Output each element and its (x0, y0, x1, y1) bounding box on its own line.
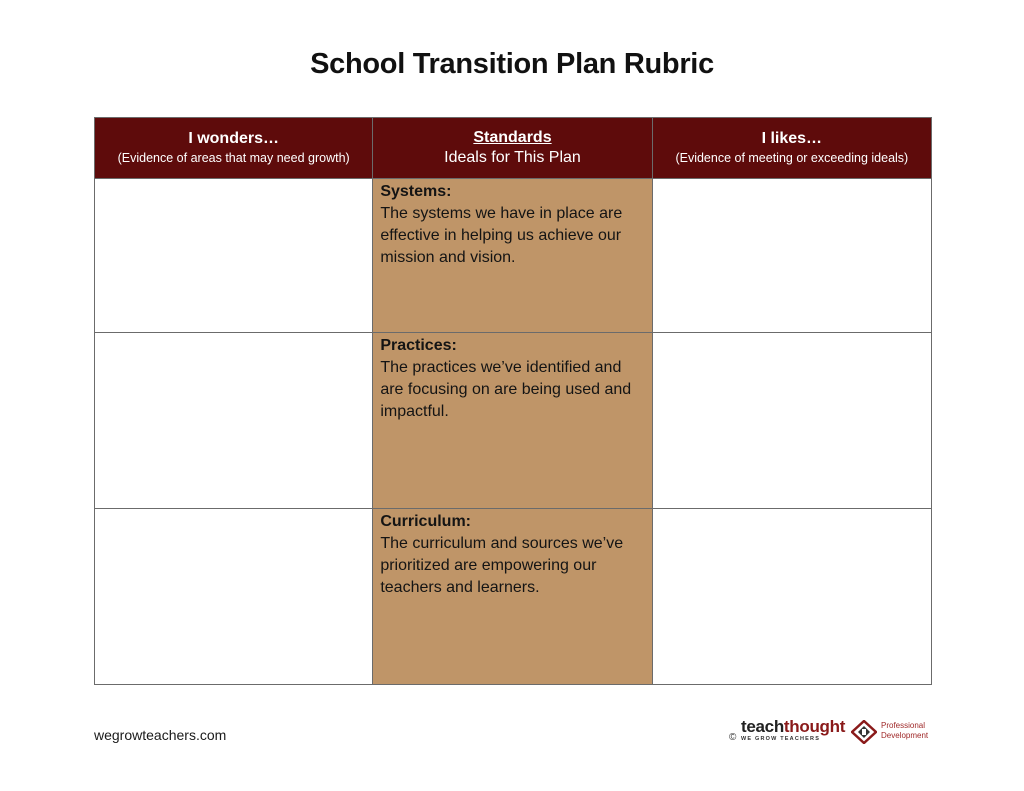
standard-cell (373, 333, 652, 509)
logo-pd-line2: Development (881, 731, 929, 740)
logo-professional-development (881, 721, 928, 741)
header-title: I likes… (761, 130, 823, 147)
rubric-table (94, 117, 932, 685)
header-subtitle: Ideals for This Plan (444, 149, 581, 166)
table-row (95, 179, 932, 333)
wonders-cell[interactable] (95, 333, 373, 509)
teachthought-logo (729, 717, 929, 747)
likes-cell[interactable] (652, 333, 931, 509)
teachthought-diamond-icon (851, 720, 877, 744)
standard-cell (373, 179, 652, 333)
logo-wordmark (741, 717, 845, 737)
logo-word-accent: thought (783, 717, 846, 736)
logo-word-dark: teach (741, 717, 784, 736)
header-subtitle: (Evidence of meeting or exceeding ideals) (675, 151, 909, 165)
standard-cell (373, 509, 652, 685)
standard-label: Practices: (380, 337, 457, 354)
likes-cell[interactable] (652, 179, 931, 333)
standard-description: The curriculum and sources we’ve prioritized are empowering our teachers and learners. (380, 535, 624, 596)
table-row (95, 333, 932, 509)
header-i-likes (652, 118, 931, 179)
standard-label: Systems: (380, 183, 452, 200)
header-standards (373, 118, 652, 179)
header-i-wonders (95, 118, 373, 179)
standard-description: The systems we have in place are effective in helping us achieve our mission and vision. (380, 205, 623, 266)
likes-cell[interactable] (652, 509, 931, 685)
table-header-row (95, 118, 932, 179)
table-row (95, 509, 932, 685)
header-title: Standards (473, 129, 552, 146)
copyright-symbol: © (729, 732, 737, 743)
wonders-cell[interactable] (95, 179, 373, 333)
standard-description: The practices we’ve identified and are focusing on are being used and impactful. (380, 359, 632, 420)
header-subtitle: (Evidence of areas that may need growth) (117, 151, 350, 165)
footer-url: wegrowteachers.com (94, 727, 227, 743)
header-title: I wonders… (188, 130, 279, 147)
standard-label: Curriculum: (380, 513, 471, 530)
page-title: School Transition Plan Rubric (310, 48, 714, 80)
wonders-cell[interactable] (95, 509, 373, 685)
logo-tagline: WE GROW TEACHERS (741, 736, 821, 742)
logo-pd-line1: Professional (881, 721, 926, 730)
